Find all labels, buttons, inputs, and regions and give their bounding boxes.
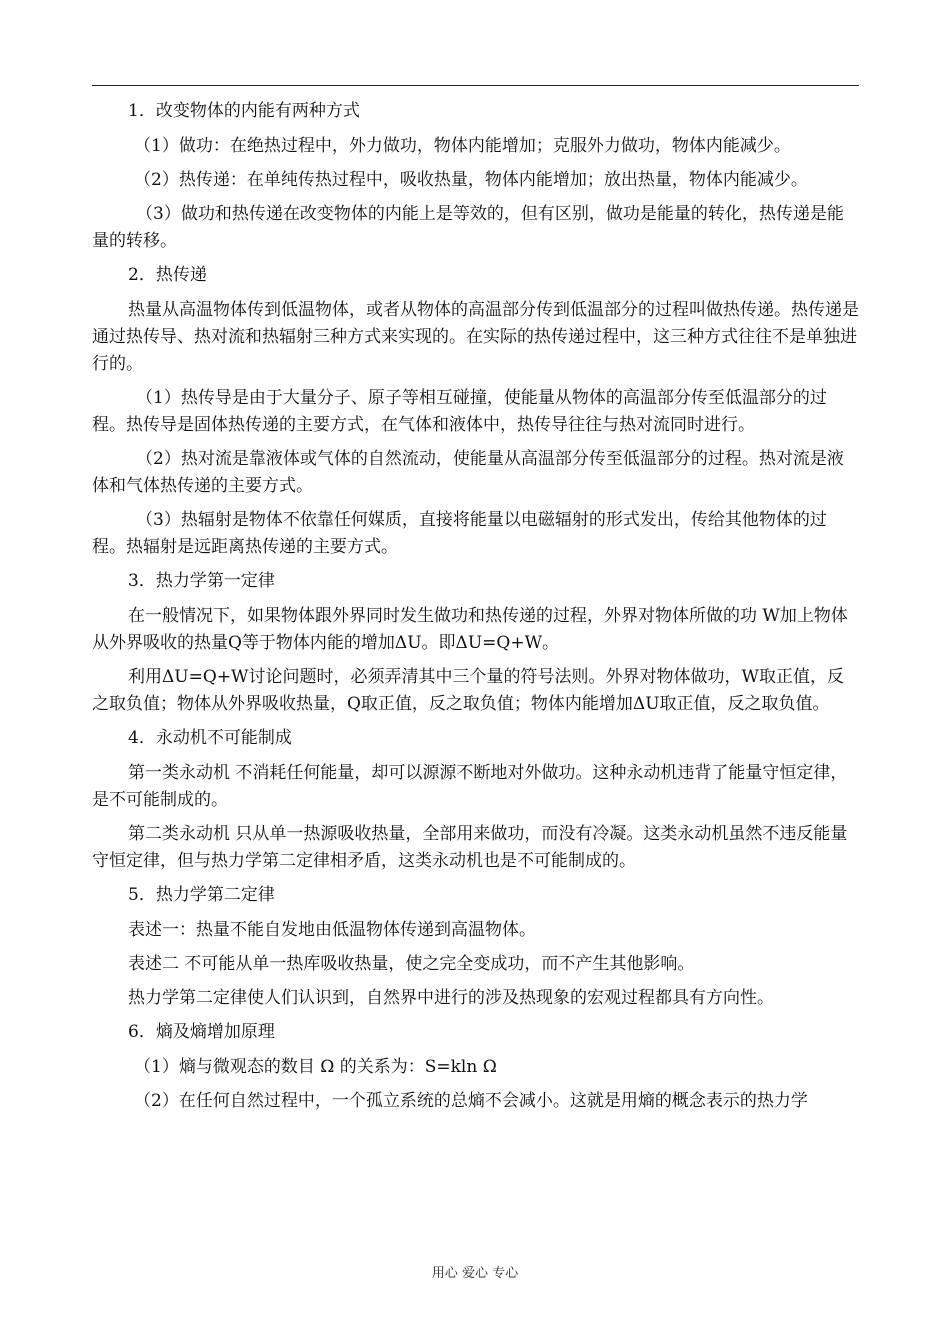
paragraph: （1）做功：在绝热过程中，外力做功，物体内能增加；克服外力做功，物体内能减少。 bbox=[134, 136, 791, 156]
paragraph: （3）做功和热传递在改变物体的内能上是等效的，但有区别，做功是能量的转化，热传递是能量的转移。 bbox=[92, 204, 844, 251]
paragraph: （3）热辐射是物体不依靠任何媒质，直接将能量以电磁辐射的形式发出，传给其他物体的过程。热辐射是远距离热传递的主要方式。 bbox=[92, 510, 827, 557]
paragraph: 利用ΔU=Q+W讨论问题时，必须弄清其中三个量的符号法则。外界对物体做功，W取正值，反之取负值；物体从外界吸收热量，Q取正值，反之取负值；物体内能增加ΔU取正值，反之取负值。 bbox=[92, 667, 844, 714]
header-rule bbox=[92, 85, 859, 86]
section-heading-6: 6．熵及熵增加原理 bbox=[128, 1022, 275, 1042]
paragraph: （1）熵与微观态的数目 Ω 的关系为：S=kln Ω bbox=[134, 1057, 497, 1077]
paragraph: （2）热对流是靠液体或气体的自然流动，使能量从高温部分传至低温部分的过程。热对流是液体和气体热传递的主要方式。 bbox=[92, 449, 844, 496]
section-heading-5: 5．热力学第二定律 bbox=[128, 885, 275, 905]
paragraph: （1）热传导是由于大量分子、原子等相互碰撞，使能量从物体的高温部分传至低温部分的过程。热传导是固体热传递的主要方式，在气体和液体中，热传导往往与热对流同时进行。 bbox=[92, 388, 827, 435]
paragraph: （2）在任何自然过程中，一个孤立系统的总熵不会减小。这就是用熵的概念表示的热力学 bbox=[134, 1091, 808, 1111]
paragraph: 第一类永动机 不消耗任何能量，却可以源源不断地对外做功。这种永动机违背了能量守恒定律，是不可能制成的。 bbox=[92, 763, 848, 810]
section-heading-3: 3．热力学第一定律 bbox=[128, 571, 275, 591]
section-heading-1: 1．改变物体的内能有两种方式 bbox=[128, 101, 360, 121]
paragraph: （2）热传递：在单纯传热过程中，吸收热量，物体内能增加；放出热量，物体内能减少。 bbox=[134, 170, 808, 190]
paragraph: 在一般情况下，如果物体跟外界同时发生做功和热传递的过程，外界对物体所做的功 W加上物体从外界吸收的热量Q等于物体内能的增加ΔU。即ΔU=Q+W。 bbox=[92, 606, 848, 653]
paragraph: 热量从高温物体传到低温物体，或者从物体的高温部分传到低温部分的过程叫做热传递。热传递是通过热传导、热对流和热辐射三种方式来实现的。在实际的热传递过程中，这三种方式往往不是单独进行的。 bbox=[92, 300, 859, 374]
paragraph: 第二类永动机 只从单一热源吸收热量，全部用来做功，而没有冷凝。这类永动机虽然不违反能量守恒定律，但与热力学第二定律相矛盾，这类永动机也是不可能制成的。 bbox=[92, 824, 848, 871]
section-heading-4: 4．永动机不可能制成 bbox=[128, 728, 292, 748]
document-body bbox=[92, 98, 860, 1122]
paragraph: 表述二 不可能从单一热库吸收热量，使之完全变成功，而不产生其他影响。 bbox=[128, 954, 695, 974]
section-heading-2: 2．热传递 bbox=[128, 265, 207, 285]
paragraph: 热力学第二定律使人们认识到，自然界中进行的涉及热现象的宏观过程都具有方向性。 bbox=[128, 988, 774, 1008]
page-footer: 用心 爱心 专心 bbox=[431, 1266, 519, 1281]
paragraph: 表述一：热量不能自发地由低温物体传递到高温物体。 bbox=[128, 920, 536, 940]
